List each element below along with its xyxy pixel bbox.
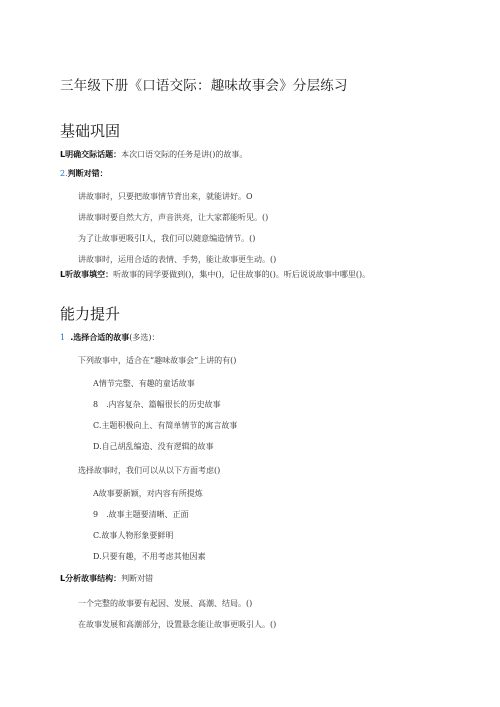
choice-option: A故事要新颖，对内容有所提炼: [93, 489, 203, 498]
s2-q2-text: 判断对错: [121, 574, 154, 583]
choice-option: 9 .故事主题要清晰、正面: [93, 510, 189, 519]
q1-prefix: L: [60, 150, 66, 159]
question-stem: 选择故事时，我们可以从以下方面考虑(): [78, 466, 221, 475]
s2-q2-prefix: L: [60, 574, 66, 583]
s2-q2-label: 分析故事结构：: [65, 574, 122, 583]
judge-item: 讲故事时，运用合适的表情、手势，能让故事更生动。(): [78, 255, 277, 264]
section-heading-basic: 基础巩固: [60, 122, 121, 140]
question-3-listen: [60, 269, 370, 280]
question-structure: [60, 573, 153, 584]
q3-prefix: L: [60, 270, 66, 279]
s2-q1-label: .选择合适的故事: [70, 333, 130, 342]
q3-label: 听故事填空：: [65, 270, 114, 279]
question-choose-story: [60, 332, 159, 343]
choice-option: D.自己胡乱编造、没有逻辑的故事: [93, 442, 214, 451]
q2-label: 判断对错：: [67, 169, 108, 178]
judge-item: 在故事发展和高潮部分，设置悬念能让故事更吸引人。(): [78, 620, 277, 629]
question-1-topic: [60, 149, 247, 160]
section-heading-advanced: 能力提升: [60, 305, 121, 323]
choice-option: C.主题积极向上、有简单情节的寓言故事: [93, 421, 238, 430]
choice-option: D.只要有趣，不用考虑其他因素: [93, 552, 206, 561]
q2-number: 2.: [60, 169, 68, 178]
q1-label: 明确交际话题：: [65, 150, 122, 159]
question-stem: 下列故事中，适合在“趣味故事会”上讲的有(): [78, 356, 237, 365]
s2-q1-number: 1: [60, 333, 66, 342]
choice-option: C.故事人物形象要鲜明: [93, 531, 174, 540]
choice-option: 8 .内容复杂、篇幅很长的历史故事: [93, 400, 221, 409]
choice-option: A情节完整、有趣的童话故事: [93, 379, 195, 388]
question-2-judge: [60, 168, 108, 179]
q3-text: 听故事的同学要做到()，集中()，记住故事的()。听后说说故事中哪里()。: [113, 270, 371, 279]
judge-item: 为了让故事更吸引I人，我们可以随意编造情节。(): [78, 234, 256, 243]
judge-item: 讲故事时，只要把故事情节背出来，就能讲好。O: [78, 192, 253, 201]
judge-item: 讲故事时要自然大方，声音洪亮，让大家都能听见。(): [78, 213, 269, 222]
judge-item: 一个完整的故事要有起因、发展、高潮、结局。(): [78, 599, 253, 608]
q1-text: 本次口语交际的任务是讲()的故事。: [121, 150, 248, 159]
s2-q1-text: (多选)：: [129, 333, 160, 342]
page-title: 三年级下册《口语交际：趣味故事会》分层练习: [60, 78, 348, 94]
